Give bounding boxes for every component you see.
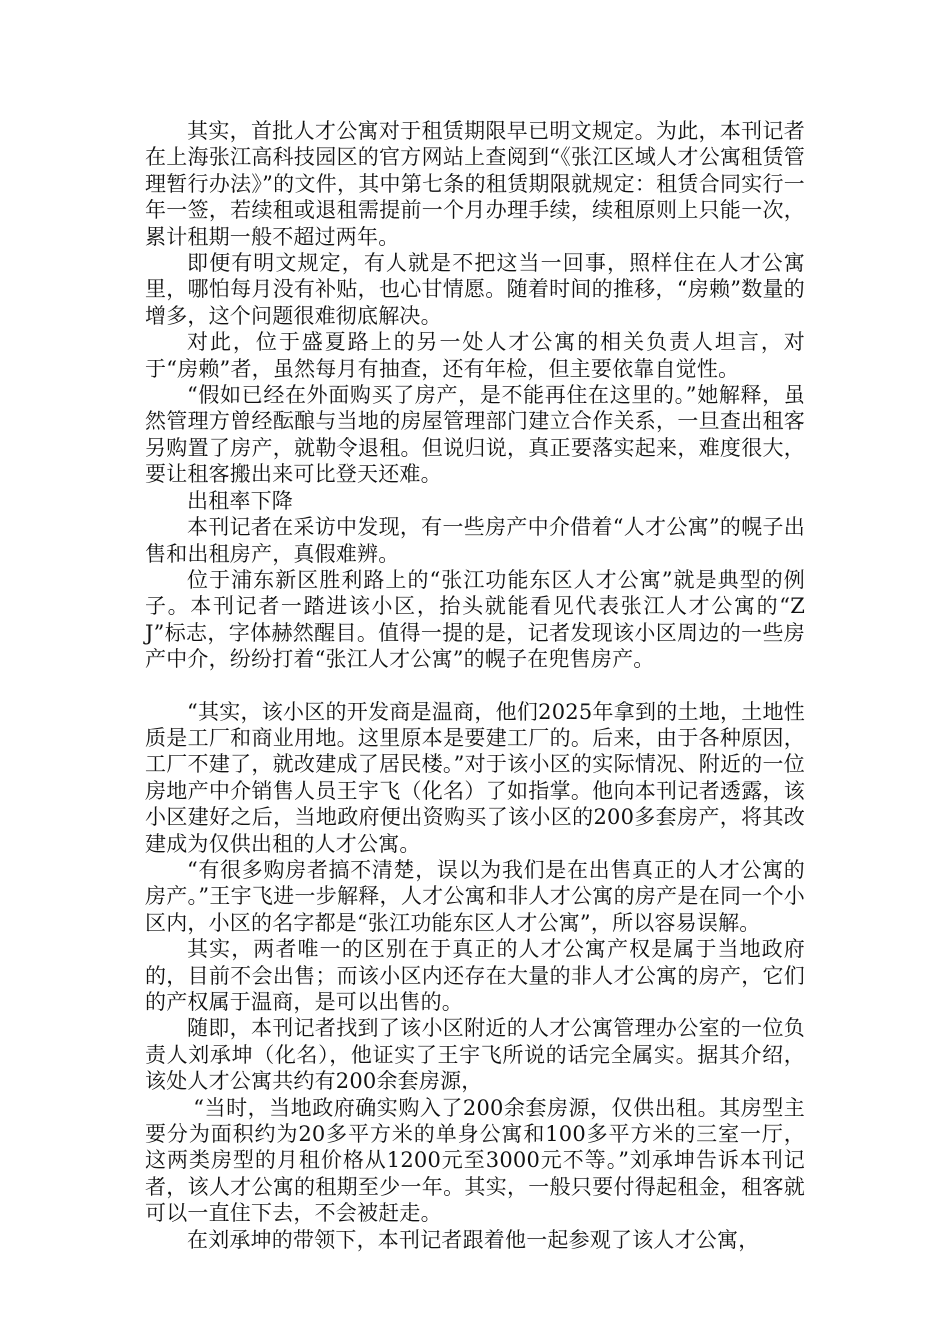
paragraph-agents: 本刊记者在采访中发现，有一些房产中介借着“人才公寓”的幌子出售和出租房产，真假难辨。 [145,515,805,566]
paragraph-gap [145,673,805,699]
paragraph-manager: 随即，本刊记者找到了该小区附近的人才公寓管理办公室的一位负责人刘承坤（化名），他证实了王宇飞所说的话完全属实。据其介绍，该处人才公寓共约有200余套房源， [145,1016,805,1094]
paragraph-ownership: 其实，两者唯一的区别在于真正的人才公寓产权是属于当地政府的，目前不会出售；而该小区内还存在大量的非人才公寓的房产，它们的产权属于温商，是可以出售的。 [145,937,805,1014]
paragraph-fanglai-problem: 即便有明文规定，有人就是不把这当一回事，照样住在人才公寓里，哪怕每月没有补贴，也心甘情愿。随着时间的推移，“房赖”数量的增多，这个问题很难彻底解决。 [145,251,805,328]
paragraph-developer: “其实，该小区的开发商是温商，他们2025年拿到的土地，土地性质是工厂和商业用地。这里原本是要建工厂的。后来，由于各种原因，工厂不建了，就改建成了居民楼。”对于该小区的实际情况、附近的一位房地产中介销售人员王宇飞（化名）了如指掌。他向本刊记者透露，该小区建好之后，当地政府便出资购买了该小区的200多套房产，将其改建成为仅供出租的人才公寓。 [145,699,805,856]
paragraph-lease-rules: 其实，首批人才公寓对于租赁期限早已明文规定。为此，本刊记者在上海张江高科技园区的官方网站上查阅到“《张江区域人才公寓租赁管理暂行办法》”的文件，其中第七条的租赁期限就规定：租赁合同实行一年一签，若续租或退租需提前一个月办理手续，续租原则上只能一次，累计租期一般不超过两年。 [145,119,805,249]
paragraph-visit: 在刘承坤的带领下，本刊记者跟着他一起参观了该人才公寓， [187,1227,760,1252]
paragraph-buyers-confused: “有很多购房者搞不清楚，误以为我们是在出售真正的人才公寓的房产。”王宇飞进一步解释，人才公寓和非人才公寓的房产是在同一个小区内，小区的名字都是“张江功能东区人才公寓”，所以容易误解。 [145,857,805,935]
article-body [145,118,805,1253]
paragraph-shengxia-road: 对此，位于盛夏路上的另一处人才公寓的相关负责人坦言，对于“房赖”者，虽然每月有抽查，还有年检，但主要依靠自觉性。 [145,330,805,381]
section-heading: 出租率下降 [187,488,293,513]
paragraph-zj-example: 位于浦东新区胜利路上的“张江功能东区人才公寓”就是典型的例子。本刊记者一踏进该小区，抬头就能看见代表张江人才公寓的“ZJ”标志，字体赫然醒目。值得一提的是，记者发现该小区周边的一些房产中介，纷纷打着“张江人才公寓”的幌子在兜售房产。 [145,567,805,672]
paragraph-rent-prices: “当时，当地政府确实购入了200余套房源，仅供出租。其房型主要分为面积约为20多平方米的单身公寓和100多平方米的三室一厅，这两类房型的月租价格从1200元至3000元不等。”刘承坤告诉本刊记者，该人才公寓的租期至少一年。其实，一般只要付得起租金，租客就可以一直住下去，不会被赶走。 [145,1095,805,1226]
paragraph-purchase-rule: “假如已经在外面购买了房产，是不能再住在这里的。”她解释，虽然管理方曾经酝酿与当地的房屋管理部门建立合作关系，一旦查出租客另购置了房产，就勒令退租。但说归说，真正要落实起来，难度很大，要让租客搬出来可比登天还难。 [145,383,805,487]
